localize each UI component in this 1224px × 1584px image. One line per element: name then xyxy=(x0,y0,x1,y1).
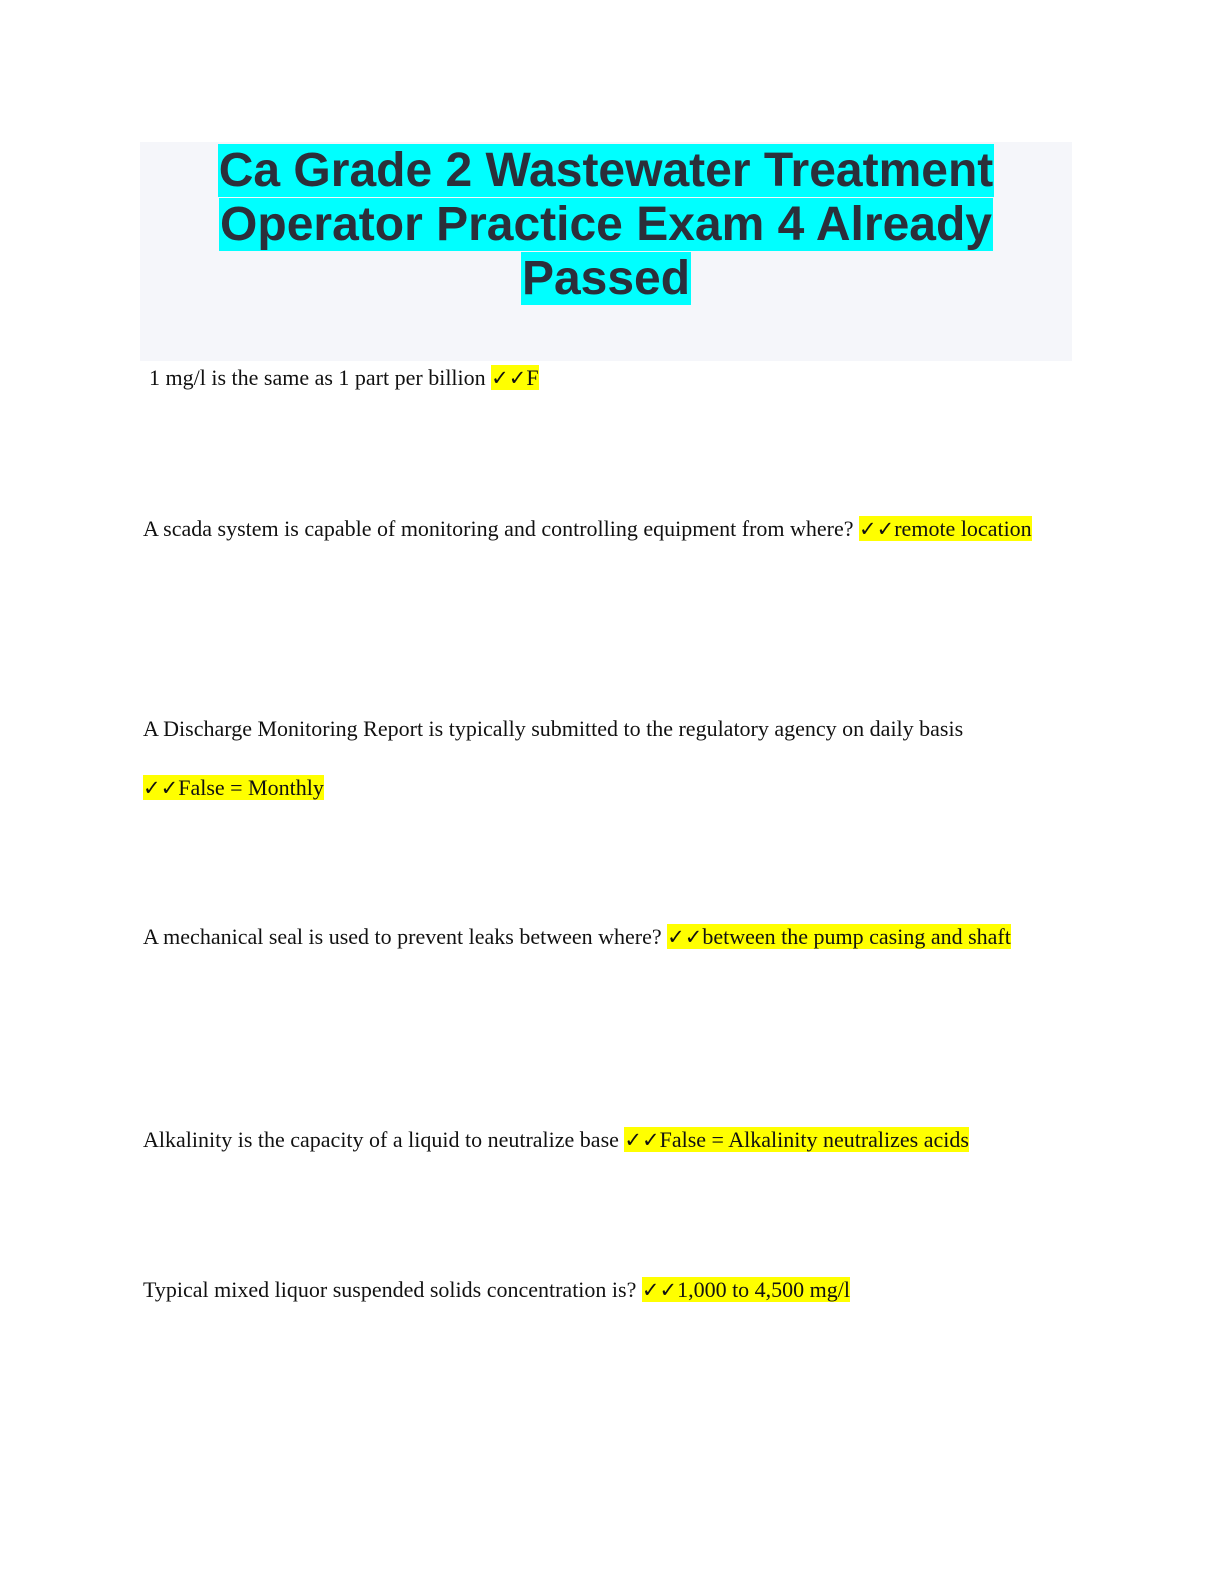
question-text: Alkalinity is the capacity of a liquid to neutralize base xyxy=(143,1127,625,1152)
question-text: A Discharge Monitoring Report is typically submitted to the regulatory agency on daily basis xyxy=(143,716,964,741)
qa-item-4 xyxy=(143,908,1043,967)
answer-text: F xyxy=(526,365,539,390)
qa-item-3 xyxy=(143,700,1043,817)
answer-text: between the pump casing and shaft xyxy=(702,924,1011,949)
double-check-icon: ✓✓ xyxy=(859,517,895,541)
question-text: A scada system is capable of monitoring and controlling equipment from where? xyxy=(143,516,860,541)
answer-highlight xyxy=(667,924,1011,949)
answer-text: False = Monthly xyxy=(178,774,324,800)
answer-text: remote location xyxy=(894,516,1032,541)
answer-text: False = Alkalinity neutralizes acids xyxy=(659,1127,969,1152)
double-check-icon: ✓✓ xyxy=(667,925,703,949)
question-text: 1 mg/l is the same as 1 part per billion xyxy=(149,365,492,390)
question-text: Typical mixed liquor suspended solids concentration is? xyxy=(143,1277,642,1302)
document-title xyxy=(140,142,1072,306)
qa-item-5 xyxy=(143,1111,1103,1170)
title-box xyxy=(140,142,1072,361)
title-highlight: Ca Grade 2 Wastewater Treatment Operator Practice Exam 4 Already Passed xyxy=(218,144,994,305)
double-check-icon: ✓✓ xyxy=(641,1278,678,1302)
answer-text: 1,000 to 4,500 mg/l xyxy=(677,1277,851,1302)
double-check-icon: ✓✓ xyxy=(143,775,179,800)
answer-highlight xyxy=(624,1127,969,1152)
qa-item-6 xyxy=(143,1261,1043,1320)
double-check-icon: ✓✓ xyxy=(491,366,527,390)
answer-highlight xyxy=(491,365,538,390)
answer-highlight xyxy=(642,1277,850,1302)
double-check-icon: ✓✓ xyxy=(624,1128,660,1152)
qa-item-1 xyxy=(149,349,1049,408)
answer-highlight xyxy=(859,516,1032,541)
answer-highlight xyxy=(143,775,324,800)
question-text: A mechanical seal is used to prevent leaks between where? xyxy=(143,924,668,949)
qa-item-2 xyxy=(143,500,1043,559)
